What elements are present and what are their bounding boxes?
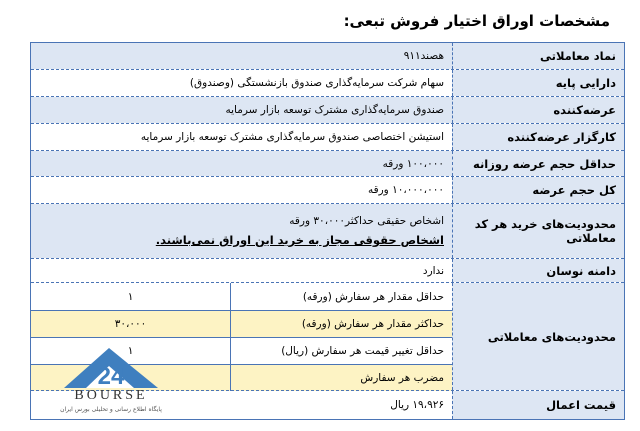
label-agent: کارگزار عرضه‌کننده bbox=[452, 124, 624, 150]
svg-text:24: 24 bbox=[97, 363, 125, 390]
limit-value: ۱ bbox=[127, 290, 134, 303]
label-fluctuation: دامنه نوسان bbox=[452, 259, 624, 282]
label-limits: محدودیت‌های معاملاتی bbox=[452, 283, 624, 390]
value-restrictions bbox=[31, 204, 452, 258]
restriction-legal-entities: اشخاص حقوقی مجاز به خرید این اوراق نمی‌باشند. bbox=[155, 233, 444, 247]
label-symbol: نماد معاملاتی bbox=[452, 43, 624, 69]
label-restrictions: محدودیت‌های خرید هر کد معاملاتی bbox=[452, 204, 624, 258]
limit-label: حداقل تغییر قیمت هر سفارش (ریال) bbox=[230, 338, 452, 364]
value-issuer: صندوق سرمایه‌گذاری مشترک توسعه بازار سرمایه bbox=[31, 97, 452, 123]
row-restrictions bbox=[31, 203, 624, 258]
row-issuer bbox=[31, 96, 624, 123]
row-symbol bbox=[31, 43, 624, 69]
limit-value: ۱ bbox=[127, 345, 134, 357]
label-issuer: عرضه‌کننده bbox=[452, 97, 624, 123]
value-min-daily: ۱۰۰،۰۰۰ ورقه bbox=[31, 151, 452, 176]
limit-label: مضرب هر سفارش bbox=[230, 365, 452, 391]
page-title: مشخصات اوراق اختیار فروش تبعی: bbox=[343, 12, 610, 30]
row-min-daily bbox=[31, 150, 624, 176]
value-agent: استیشن اختصاصی صندوق سرمایه‌گذاری مشترک توسعه بازار سرمایه bbox=[31, 124, 452, 150]
row-agent bbox=[31, 123, 624, 150]
restriction-individuals: اشخاص حقیقی حداکثر۳۰،۰۰۰ ورقه bbox=[289, 215, 444, 227]
limit-label: حداقل مقدار هر سفارش (ورقه) bbox=[230, 283, 452, 310]
bourse-logo-word: BOURSE bbox=[74, 388, 148, 403]
limit-value: ۳۰،۰۰۰ bbox=[31, 311, 230, 337]
limit-row bbox=[31, 283, 452, 310]
value-underlying: سهام شرکت سرمایه‌گذاری صندوق بازنشستگی (وصندوق) bbox=[31, 70, 452, 96]
limit-label: حداکثر مقدار هر سفارش (ورقه) bbox=[230, 311, 452, 337]
limit-row bbox=[31, 310, 452, 337]
label-strike: قیمت اعمال bbox=[452, 391, 624, 419]
value-symbol: هصند۹۱۱ bbox=[31, 43, 452, 69]
label-min-daily: حداقل حجم عرضه روزانه bbox=[452, 151, 624, 176]
row-total bbox=[31, 176, 624, 203]
label-underlying: دارایی پایه bbox=[452, 70, 624, 96]
row-fluctuation bbox=[31, 258, 624, 282]
value-strike: ۱۹،۹۲۶ ریال bbox=[31, 391, 452, 419]
row-underlying bbox=[31, 69, 624, 96]
value-total: ۱۰،۰۰۰،۰۰۰ ورقه bbox=[31, 177, 452, 203]
bourse-logo-mark bbox=[64, 346, 158, 390]
value-fluctuation: ندارد bbox=[31, 259, 452, 282]
bourse-logo bbox=[52, 346, 170, 424]
bourse-logo-tagline: پایگاه اطلاع رسانی و تحلیلی بورس ایران bbox=[60, 406, 162, 413]
label-total: کل حجم عرضه bbox=[452, 177, 624, 203]
